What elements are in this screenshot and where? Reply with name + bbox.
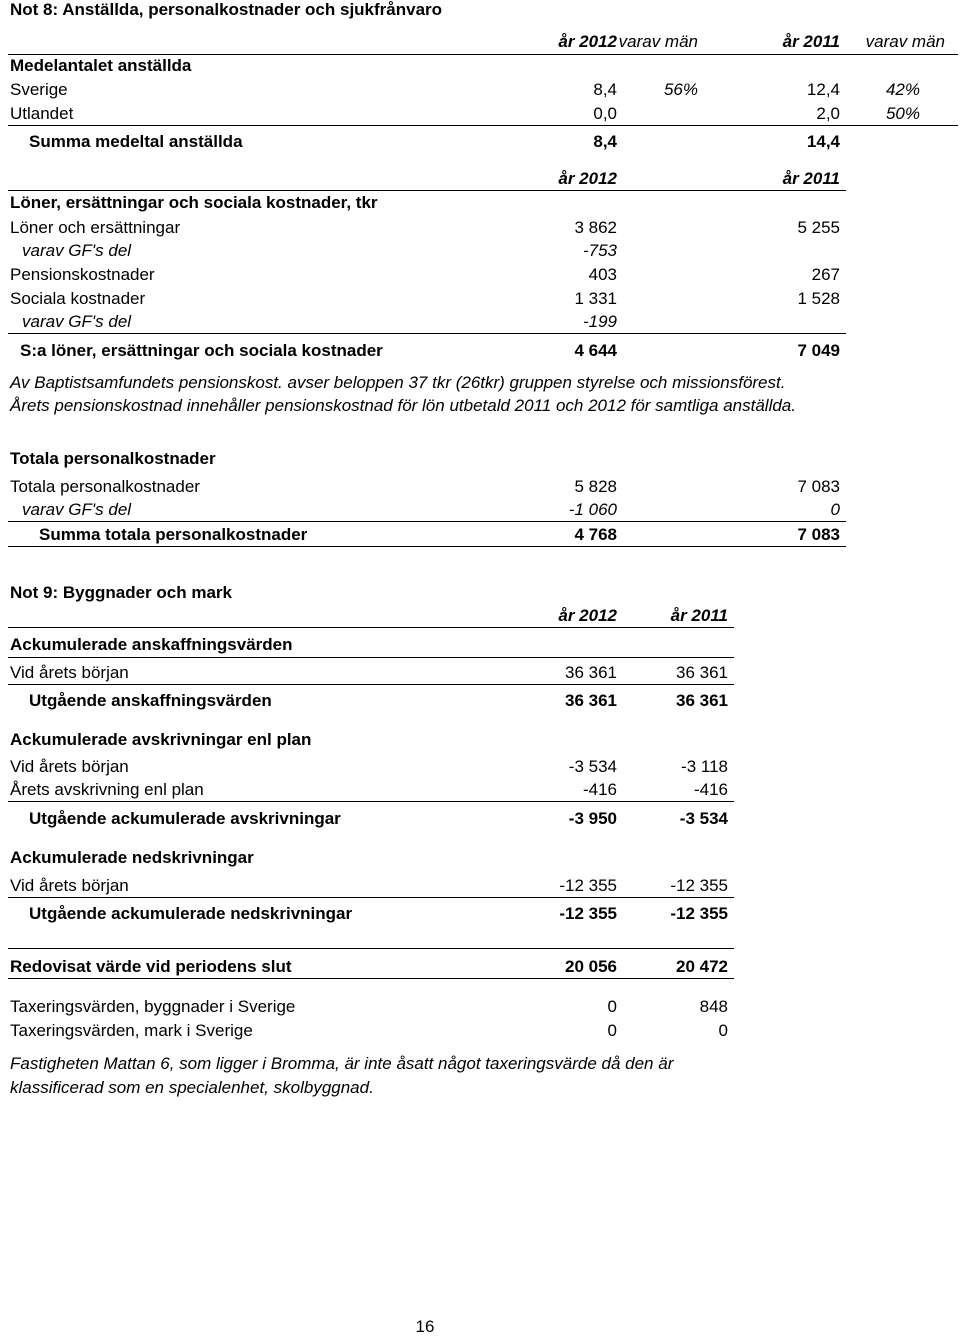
row-value-2011: 1 528	[797, 289, 840, 308]
row-value-2012: -416	[582, 780, 617, 799]
header-varav-man-2012: varav män	[618, 32, 698, 51]
row-value-2012: 4 644	[574, 341, 617, 360]
row-label: varav GF's del	[22, 312, 132, 331]
row-label: Utgående ackumulerade avskrivningar	[29, 809, 341, 828]
row-label: Löner och ersättningar	[10, 218, 181, 237]
divider	[8, 125, 958, 126]
row-value-2012: 8,4	[593, 80, 617, 99]
divider	[8, 54, 958, 55]
section-heading-totala: Totala personalkostnader	[10, 449, 216, 468]
row-label: varav GF's del	[22, 500, 132, 519]
note9-title: Not 9: Byggnader och mark	[10, 583, 232, 602]
row-men-share-2012: 56%	[663, 80, 698, 99]
row-value-2012: 4 768	[574, 525, 617, 544]
section-heading-medelantal: Medelantalet anställda	[10, 56, 192, 75]
row-value-2012: -3 534	[568, 757, 617, 776]
row-value-2011: 12,4	[806, 80, 840, 99]
row-label: Vid årets början	[10, 757, 129, 776]
header-year-2011: år 2011	[782, 32, 840, 51]
row-value-2011: -3 534	[679, 809, 728, 828]
row-value-2012: -1 060	[568, 500, 617, 519]
header-year-2012: år 2012	[558, 169, 617, 188]
section-heading-avskrivningar: Ackumulerade avskrivningar enl plan	[10, 730, 312, 749]
pension-note: Av Baptistsamfundets pensionskost. avser beloppen 37 tkr (26tkr) gruppen styrelse och missionsförest.	[10, 373, 786, 392]
row-men-share-2011: 42%	[885, 80, 920, 99]
row-value-2012: 5 828	[574, 477, 617, 496]
row-value-2012: -199	[582, 312, 617, 331]
row-value-2012: -753	[582, 241, 617, 260]
row-value-2011: 5 255	[797, 218, 840, 237]
row-label: S:a löner, ersättningar och sociala kostnader	[20, 341, 383, 360]
row-men-share-2011: 50%	[885, 104, 920, 123]
header-year-2012: år 2012	[558, 32, 617, 51]
row-label: Årets avskrivning enl plan	[10, 780, 204, 799]
divider	[8, 801, 734, 802]
row-label: Utlandet	[10, 104, 74, 123]
row-label: Taxeringsvärden, byggnader i Sverige	[10, 997, 296, 1016]
row-label: Sverige	[10, 80, 68, 99]
divider	[8, 333, 846, 334]
row-value-2012: 8,4	[593, 132, 617, 151]
row-value-2011: 0	[718, 1021, 728, 1040]
row-value-2012: 3 862	[574, 218, 617, 237]
divider	[8, 948, 734, 949]
row-label: Vid årets början	[10, 663, 129, 682]
divider	[8, 897, 734, 898]
row-label: Summa medeltal anställda	[29, 132, 243, 151]
row-value-2012: -3 950	[568, 809, 617, 828]
row-value-2011: 267	[811, 265, 840, 284]
row-value-2011: 0	[830, 500, 840, 519]
header-varav-man-2011: varav män	[865, 32, 945, 51]
row-value-2012: 36 361	[565, 691, 617, 710]
row-value-2011: 848	[699, 997, 728, 1016]
row-value-2011: 7 083	[797, 525, 840, 544]
row-value-2011: 36 361	[676, 663, 728, 682]
row-value-2011: 2,0	[816, 104, 840, 123]
header-year-2012: år 2012	[558, 606, 617, 625]
row-label: Totala personalkostnader	[10, 477, 200, 496]
section-heading-anskaffning: Ackumulerade anskaffningsvärden	[10, 635, 293, 654]
divider	[8, 521, 846, 522]
header-year-2011: år 2011	[670, 606, 728, 625]
row-value-2012: 1 331	[574, 289, 617, 308]
row-label: Summa totala personalkostnader	[39, 525, 308, 544]
row-value-2012: -12 355	[559, 876, 617, 895]
row-label: Utgående ackumulerade nedskrivningar	[29, 904, 353, 923]
row-value-2011: 7 049	[797, 341, 840, 360]
note8-title: Not 8: Anställda, personalkostnader och sjukfrånvaro	[10, 0, 443, 19]
row-value-2011: 20 472	[676, 957, 728, 976]
row-value-2012: 36 361	[565, 663, 617, 682]
row-value-2012: 0	[607, 1021, 617, 1040]
divider	[8, 684, 734, 685]
divider	[8, 978, 734, 979]
section-heading-loner: Löner, ersättningar och sociala kostnader, tkr	[10, 193, 378, 212]
row-label: Vid årets början	[10, 876, 129, 895]
row-label: Taxeringsvärden, mark i Sverige	[10, 1021, 253, 1040]
property-footnote: Fastigheten Mattan 6, som ligger i Bromma, är inte åsatt något taxeringsvärde då den är	[10, 1054, 674, 1073]
row-value-2011: -12 355	[670, 876, 728, 895]
row-value-2012: 20 056	[565, 957, 617, 976]
row-label: Sociala kostnader	[10, 289, 146, 308]
row-value-2011: 7 083	[797, 477, 840, 496]
row-label: varav GF's del	[22, 241, 132, 260]
row-value-2011: 14,4	[806, 132, 840, 151]
divider	[8, 546, 846, 547]
row-label: Pensionskostnader	[10, 265, 155, 284]
row-value-2012: 0	[607, 997, 617, 1016]
row-value-2012: 0,0	[593, 104, 617, 123]
divider	[8, 190, 846, 191]
row-value-2011: -416	[693, 780, 728, 799]
row-label: Redovisat värde vid periodens slut	[10, 957, 292, 976]
section-heading-nedskrivningar: Ackumulerade nedskrivningar	[10, 848, 254, 867]
header-year-2011: år 2011	[782, 169, 840, 188]
row-value-2011: -3 118	[681, 757, 728, 776]
divider	[8, 657, 734, 658]
pension-note: Årets pensionskostnad innehåller pensionskostnad för lön utbetald 2011 och 2012 för samtliga anställda.	[10, 396, 796, 415]
divider	[8, 627, 734, 628]
row-value-2012: 403	[588, 265, 617, 284]
row-value-2011: 36 361	[676, 691, 728, 710]
row-label: Utgående anskaffningsvärden	[29, 691, 272, 710]
page-number: 16	[415, 1317, 435, 1336]
property-footnote: klassificerad som en specialenhet, skolbyggnad.	[10, 1078, 374, 1097]
row-value-2011: -12 355	[670, 904, 728, 923]
row-value-2012: -12 355	[559, 904, 617, 923]
